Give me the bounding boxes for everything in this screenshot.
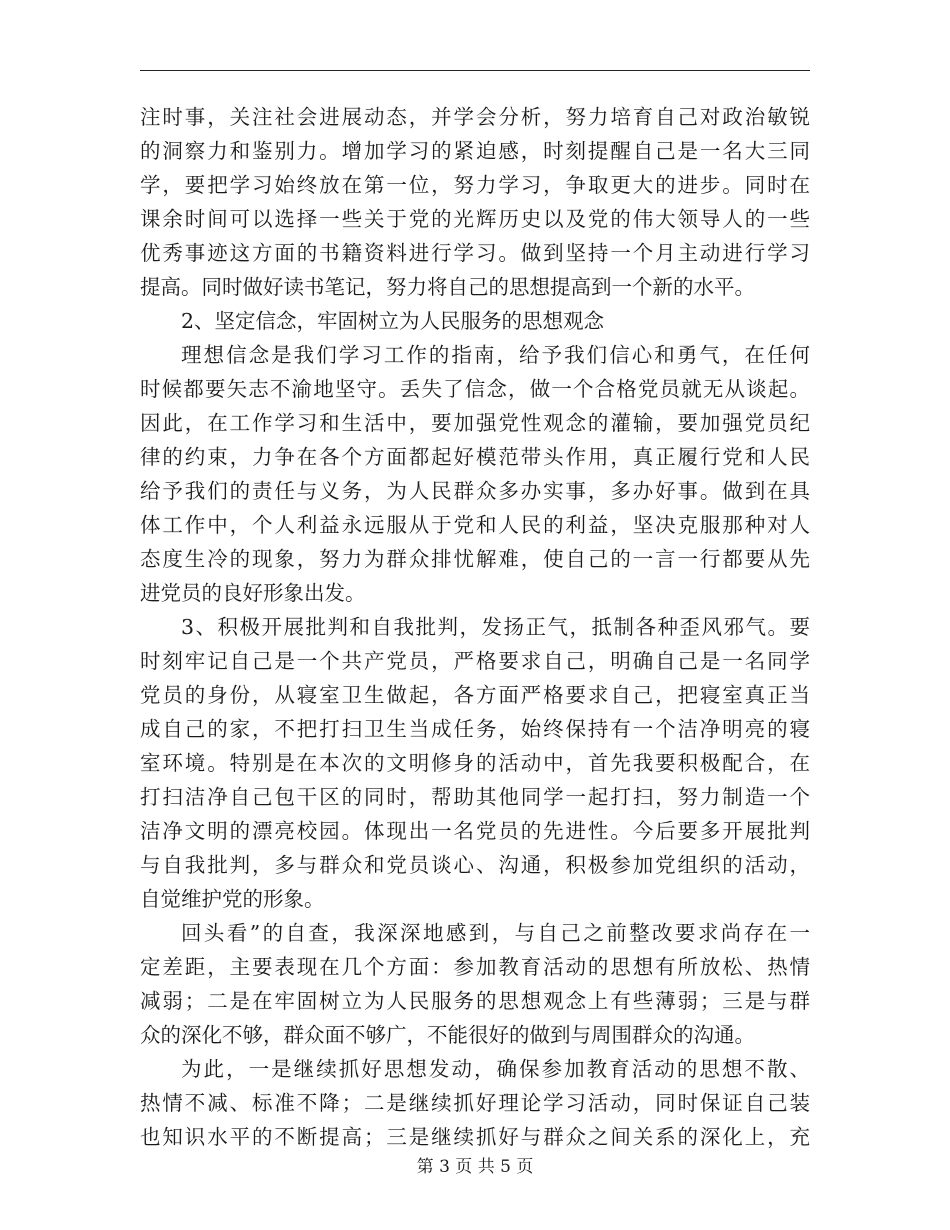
text-line: 定差距，主要表现在几个方面：参加教育活动的思想有所放松、热情	[140, 955, 810, 979]
text-line: 自觉维护党的形象。	[140, 887, 325, 911]
text-line: 优秀事迹这方面的书籍资料进行学习。做到坚持一个月主动进行学习	[140, 241, 810, 265]
text-line: 律的约束，力争在各个方面都起好模范带头作用，真正履行党和人民	[140, 445, 810, 469]
text-line: 的洞察力和鉴别力。增加学习的紧迫感，时刻提醒自己是一名大三同	[140, 139, 810, 163]
text-line: 体工作中，个人利益永远服从于党和人民的利益，坚决克服那种对人	[140, 513, 810, 537]
text-line: 因此，在工作学习和生活中，要加强党性观念的灌输，要加强党员纪	[140, 411, 810, 435]
text-line: 回头看”的自查，我深深地感到，与自己之前整改要求尚存在一	[181, 921, 810, 945]
page-number-footer: 第 3 页 共 5 页	[416, 1157, 534, 1177]
text-line: 学，要把学习始终放在第一位，努力学习，争取更大的进步。同时在	[140, 173, 810, 197]
text-line: 给予我们的责任与义务，为人民群众多办实事，多办好事。做到在具	[140, 479, 810, 503]
text-line: 洁净文明的漂亮校园。体现出一名党员的先进性。今后要多开展批判	[140, 819, 810, 843]
text-line: 时刻牢记自己是一个共产党员，严格要求自己，明确自己是一名同学	[140, 649, 810, 673]
text-line: 理想信念是我们学习工作的指南，给予我们信心和勇气，在任何	[181, 343, 810, 367]
text-line: 众的深化不够，群众面不够广，不能很好的做到与周围群众的沟通。	[140, 1023, 755, 1047]
text-line: 与自我批判，多与群众和党员谈心、沟通，积极参加党组织的活动，	[140, 853, 810, 877]
text-line: 室环境。特别是在本次的文明修身的活动中，首先我要积极配合，在	[140, 751, 810, 775]
text-line: 也知识水平的不断提高；三是继续抓好与群众之间关系的深化上，充	[140, 1125, 810, 1149]
text-line: 2、坚定信念，牢固树立为人民服务的思想观念	[181, 309, 605, 333]
text-line: 打扫洁净自己包干区的同时，帮助其他同学一起打扫，努力制造一个	[140, 785, 810, 809]
text-line: 进党员的良好形象出发。	[140, 581, 366, 605]
document-body	[140, 100, 810, 1154]
text-line: 3、积极开展批判和自我批判，发扬正气，抵制各种歪风邪气。要	[181, 615, 810, 639]
header-rule	[140, 70, 810, 71]
text-line: 热情不减、标准不降；二是继续抓好理论学习活动，同时保证自己装	[140, 1091, 810, 1115]
text-line: 课余时间可以选择一些关于党的光辉历史以及党的伟大领导人的一些	[140, 207, 810, 231]
text-line: 注时事，关注社会进展动态，并学会分析，努力培育自己对政治敏锐	[140, 105, 810, 129]
text-line: 时候都要矢志不渝地坚守。丢失了信念，做一个合格党员就无从谈起。	[140, 377, 810, 401]
text-line: 减弱；二是在牢固树立为人民服务的思想观念上有些薄弱；三是与群	[140, 989, 810, 1013]
text-line: 态度生冷的现象，努力为群众排忧解难，使自己的一言一行都要从先	[140, 547, 810, 571]
text-line: 成自己的家，不把打扫卫生当成任务，始终保持有一个洁净明亮的寝	[140, 717, 810, 741]
text-line: 提高。同时做好读书笔记，努力将自己的思想提高到一个新的水平。	[140, 275, 755, 299]
text-line: 为此，一是继续抓好思想发动，确保参加教育活动的思想不散、	[181, 1057, 810, 1081]
text-line: 党员的身份，从寝室卫生做起，各方面严格要求自己，把寝室真正当	[140, 683, 810, 707]
